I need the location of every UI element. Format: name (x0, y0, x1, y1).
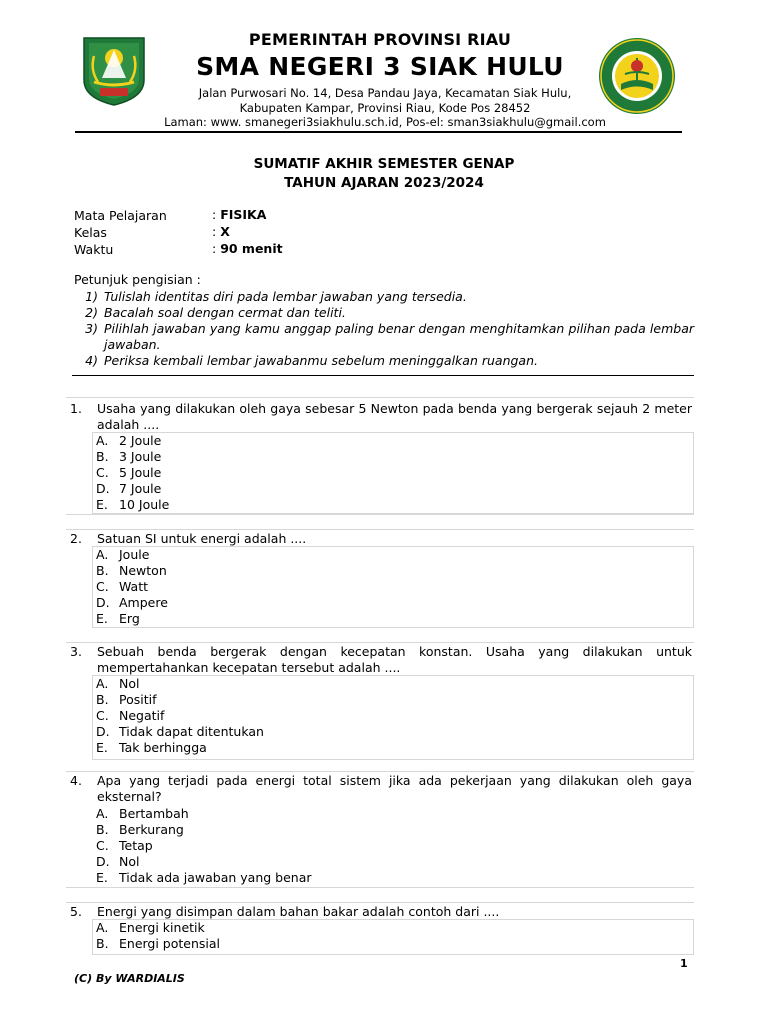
question-5 (66, 902, 694, 954)
footer-credit: (C) By WARDIALIS (74, 972, 185, 985)
answer-option[interactable]: C. Negatif (96, 708, 165, 723)
answer-option[interactable]: C. Watt (96, 579, 149, 594)
question-stem: 5. Energi yang disimpan dalam bahan bakar adalah contoh dari .... (70, 904, 500, 919)
question-stem: 1. Usaha yang dilakukan oleh gaya sebesar 5 Newton pada benda yang bergerak sejauh 2 meter adalah .... (70, 401, 692, 432)
answer-option[interactable]: D. Nol (96, 854, 140, 869)
answer-option[interactable]: C. 5 Joule (96, 465, 162, 480)
answer-option[interactable]: D. 7 Joule (96, 481, 162, 496)
time-value: : 90 menit (212, 241, 283, 256)
subject-value: : FISIKA (212, 207, 267, 222)
school-name: SMA NEGERI 3 SIAK HULU (196, 52, 564, 81)
instructions-heading: Petunjuk pengisian : (74, 272, 201, 287)
question-3 (66, 642, 694, 762)
school-logo (597, 36, 677, 116)
class-value: : X (212, 224, 230, 239)
answer-option[interactable]: D. Tidak dapat ditentukan (96, 724, 264, 739)
academic-year: TAHUN AJARAN 2023/2024 (284, 175, 484, 191)
government-name: PEMERINTAH PROVINSI RIAU (248, 30, 512, 49)
time-label: Waktu (74, 242, 114, 257)
instruction-item: 1) Tulislah identitas diri pada lembar jawaban yang tersedia. (85, 289, 467, 304)
instructions-divider (72, 375, 694, 376)
answer-option[interactable]: B. 3 Joule (96, 449, 162, 464)
question-1 (66, 397, 694, 517)
instruction-item: 3) Pilihlah jawaban yang kamu anggap paling benar dengan menghitamkan pilihan pada lembar jawaban. (85, 321, 694, 352)
subject-label: Mata Pelajaran (74, 208, 167, 223)
answer-option[interactable]: B. Berkurang (96, 822, 184, 837)
question-4 (66, 771, 694, 889)
question-stem: 4. Apa yang terjadi pada energi total sistem jika ada pekerjaan yang dilakukan oleh gaya eksternal? (70, 773, 692, 804)
answer-option[interactable]: A. Energi kinetik (96, 920, 205, 935)
question-stem: 3. Sebuah benda bergerak dengan kecepatan konstan. Usaha yang dilakukan untuk mempertahankan kecepatan tersebut adalah .... (70, 644, 692, 675)
answer-option[interactable]: B. Energi potensial (96, 936, 221, 951)
answer-option[interactable]: E. Erg (96, 611, 140, 626)
riau-province-logo (80, 36, 148, 106)
answer-option[interactable]: A. Joule (96, 547, 150, 562)
school-website-email: Laman: www. smanegeri3siakhulu.sch.id, Pos-el: sman3siakhulu@gmail.com (164, 115, 606, 129)
school-address-line-1: Jalan Purwosari No. 14, Desa Pandau Jaya, Kecamatan Siak Hulu, (198, 86, 572, 100)
instructions-list (74, 289, 694, 369)
answer-option[interactable]: A. Bertambah (96, 806, 189, 821)
instruction-item: 4) Periksa kembali lembar jawabanmu sebelum meninggalkan ruangan. (85, 353, 538, 368)
exam-title: SUMATIF AKHIR SEMESTER GENAP (253, 156, 515, 172)
answer-option[interactable]: E. 10 Joule (96, 497, 170, 512)
answer-option[interactable]: D. Ampere (96, 595, 168, 610)
instruction-item: 2) Bacalah soal dengan cermat dan teliti. (85, 305, 346, 320)
answer-option[interactable]: A. 2 Joule (96, 433, 162, 448)
answer-option[interactable]: A. Nol (96, 676, 140, 691)
header-divider (75, 131, 682, 133)
answer-option[interactable]: C. Tetap (96, 838, 153, 853)
class-label: Kelas (74, 225, 107, 240)
question-2 (66, 529, 694, 629)
answer-option[interactable]: E. Tidak ada jawaban yang benar (96, 870, 312, 885)
answer-option[interactable]: B. Newton (96, 563, 167, 578)
answer-option[interactable]: E. Tak berhingga (96, 740, 207, 755)
answer-option[interactable]: B. Positif (96, 692, 157, 707)
page-number: 1 (680, 957, 688, 970)
school-address-line-2: Kabupaten Kampar, Provinsi Riau, Kode Pos 28452 (239, 101, 531, 115)
question-stem: 2. Satuan SI untuk energi adalah .... (70, 531, 307, 546)
